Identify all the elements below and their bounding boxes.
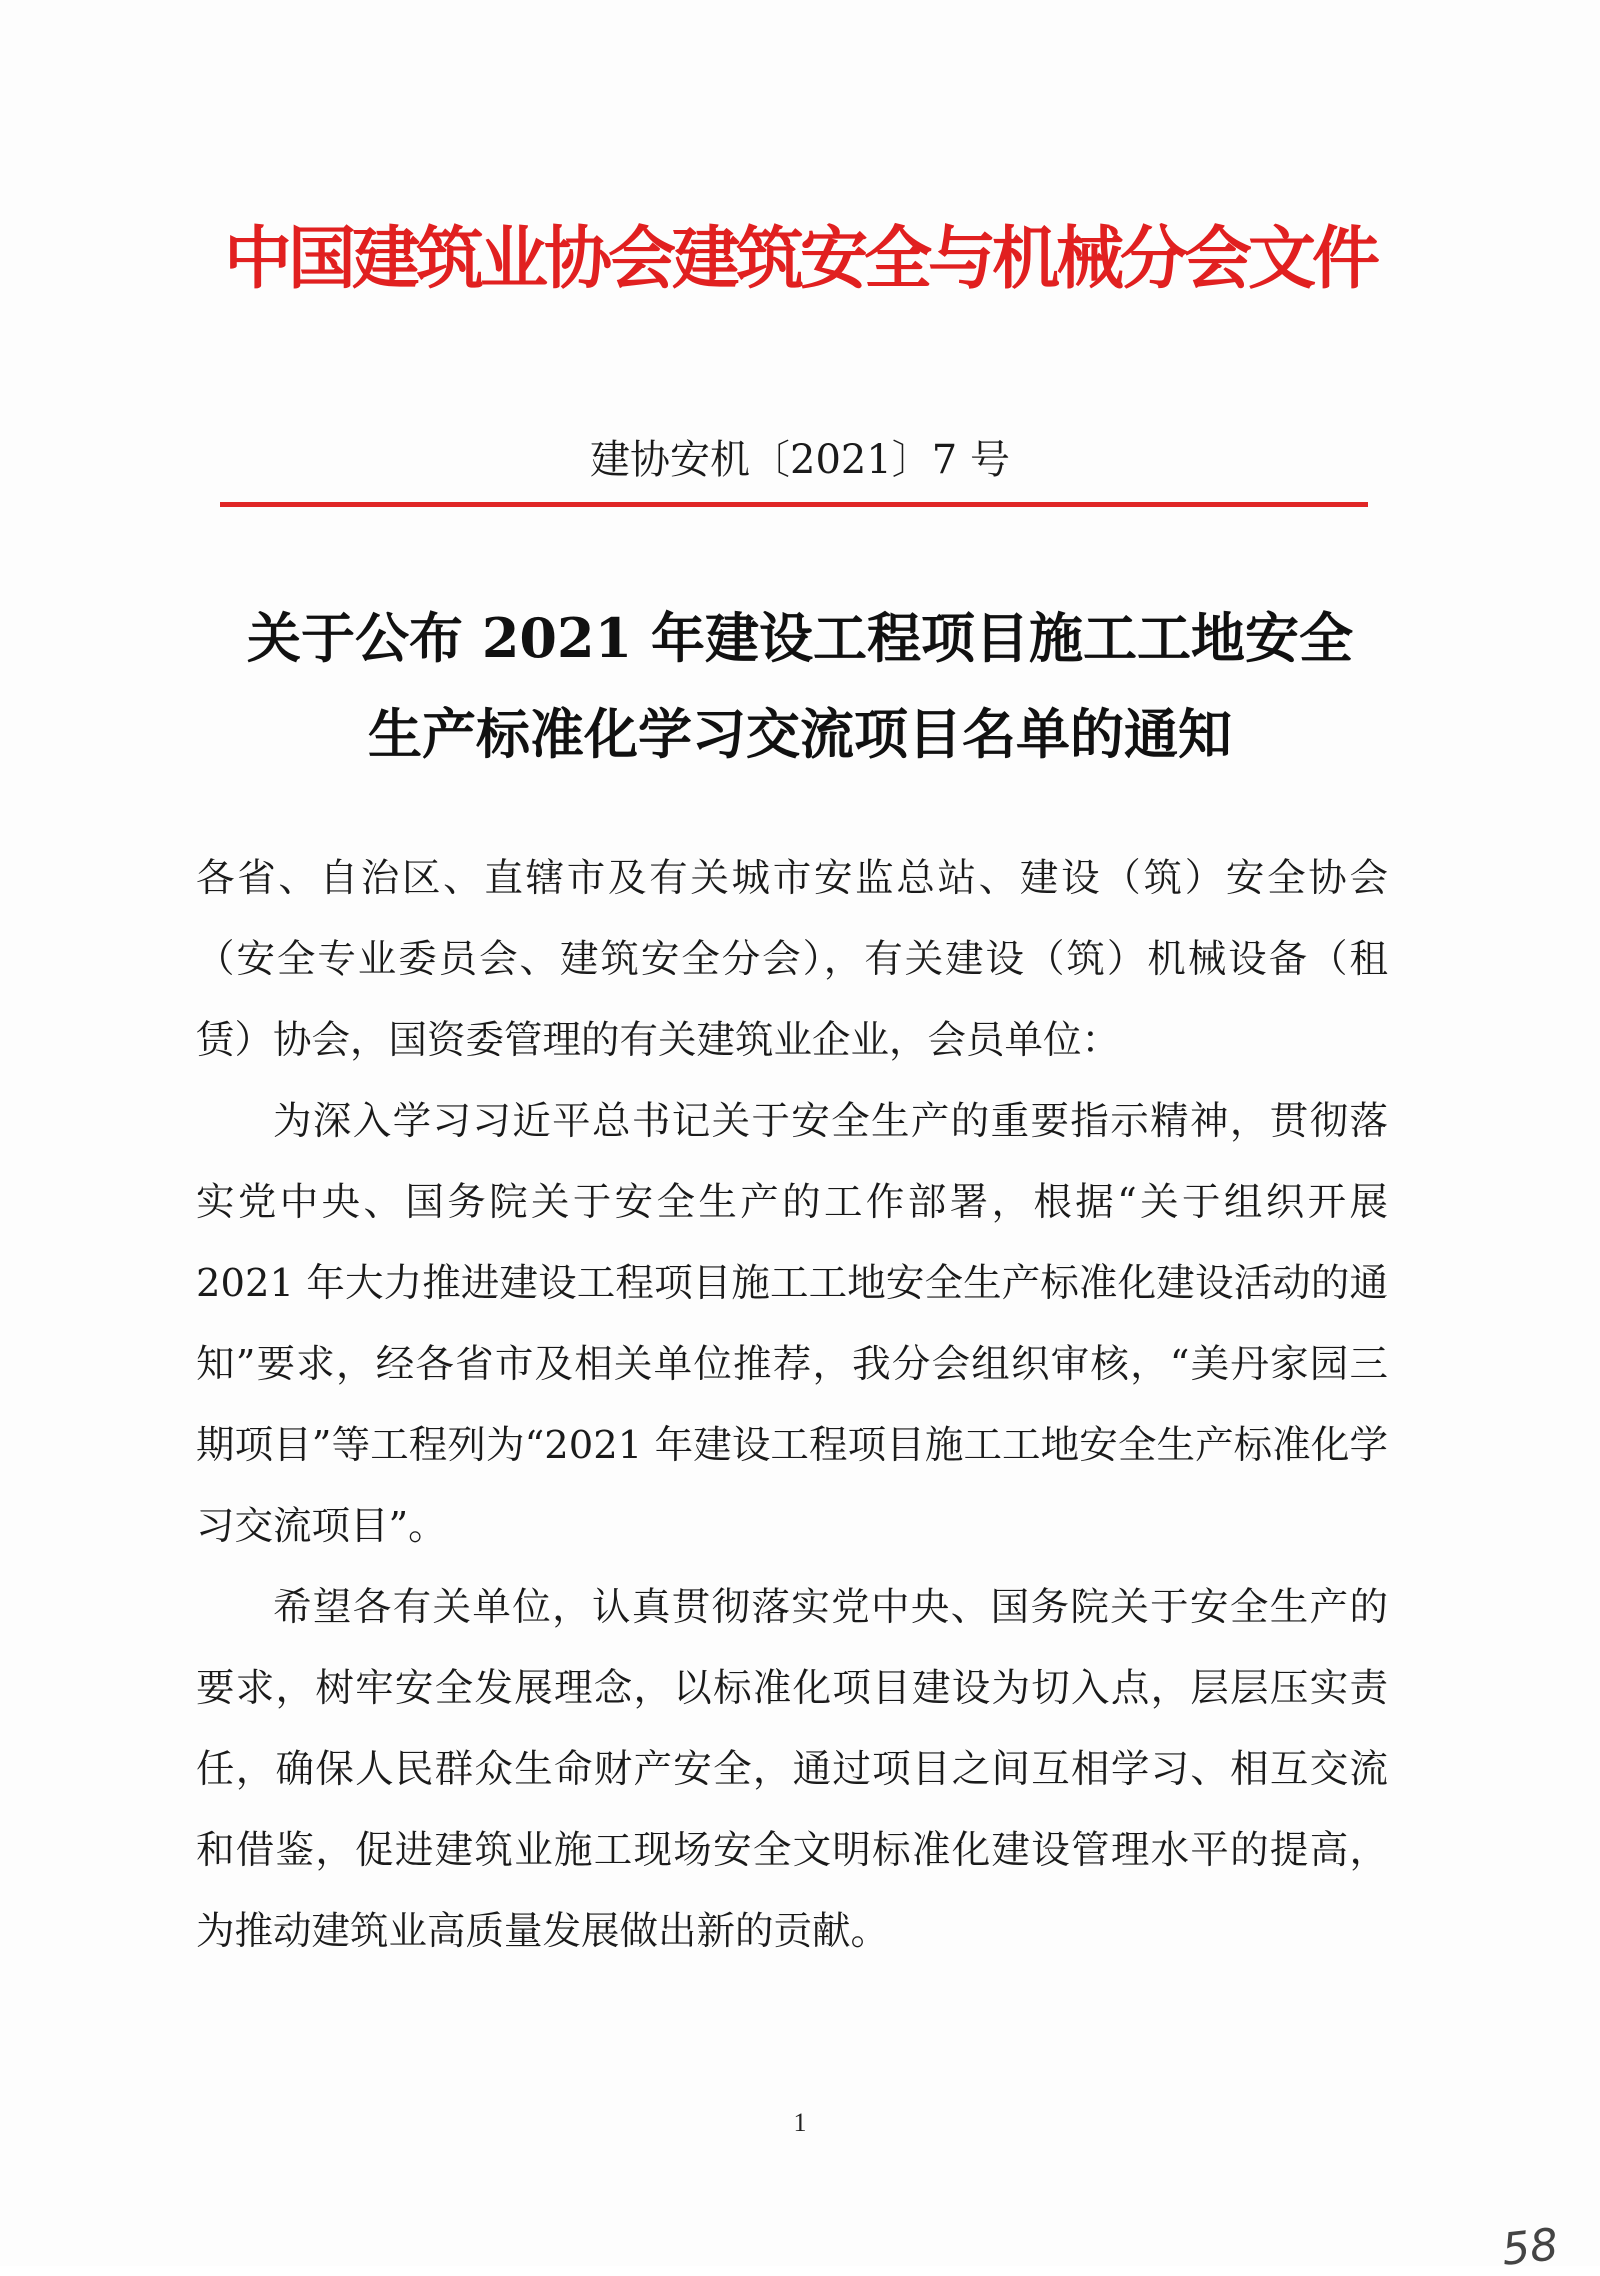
body-paragraph-1: 为深入学习习近平总书记关于安全生产的重要指示精神，贯彻落实党中央、国务院关于安全生产的工作部署，根据“关于组织开展 2021 年大力推进建设工程项目施工工地安全生产标准化建设活动的通知”要求，经各省市及相关单位推荐，我分会组织审核，“美丹家园三期项目”等工程列为“2021 年建设工程项目施工工地安全生产标准化学习交流项目”。 bbox=[196, 1099, 1388, 1549]
document-header: 中国建筑业协会建筑安全与机械分会文件 bbox=[223, 220, 1376, 299]
document-title-line-1: 关于公布 2021 年建设工程项目施工工地安全 bbox=[247, 606, 1353, 670]
body-paragraph-2: 希望各有关单位，认真贯彻落实党中央、国务院关于安全生产的要求，树牢安全发展理念，以标准化项目建设为切入点，层层压实责任，确保人民群众生命财产安全，通过项目之间互相学习、相互交流和借鉴，促进建筑业施工现场安全文明标准化建设管理水平的提高，为推动建筑业高质量发展做出新的贡献。 bbox=[196, 1585, 1388, 1954]
handwritten-page-mark: 58 bbox=[1499, 2219, 1561, 2276]
red-divider-line bbox=[220, 502, 1368, 507]
page-number: 1 bbox=[793, 2108, 807, 2137]
document-title-line-2: 生产标准化学习交流项目名单的通知 bbox=[368, 702, 1232, 766]
salutation-paragraph: 各省、自治区、直辖市及有关城市安监总站、建设（筑）安全协会（安全专业委员会、建筑安全分会），有关建设（筑）机械设备（租赁）协会，国资委管理的有关建筑业企业，会员单位： bbox=[196, 856, 1388, 1063]
document-title bbox=[180, 590, 1420, 782]
document-number: 建协安机〔2021〕7 号 bbox=[590, 437, 1010, 483]
